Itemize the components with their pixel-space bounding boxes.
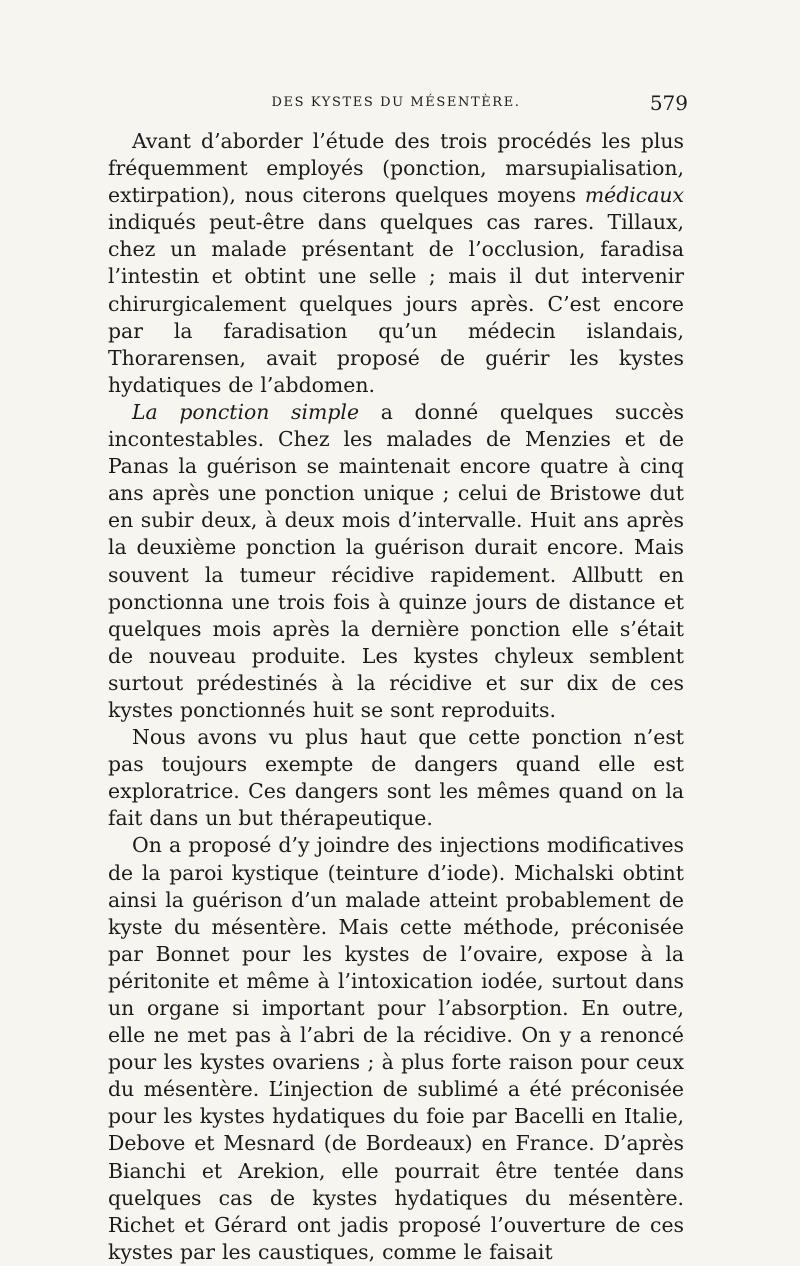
paragraph: [108, 832, 684, 1266]
text-segment: Nous avons vu plus haut que cette ponction n’est pas toujours exempte de dangers quand elle est exploratrice. Ces dangers sont les mêmes quand on la fait dans un but thérapeutique.: [108, 725, 684, 831]
italic-term: La ponction simple: [132, 399, 360, 424]
text-segment: a donné quelques succès incontestables. Chez les malades de Menzies et de Panas la guérison se maintenait encore quatre à cinq ans après une ponction unique ; celui de Bristowe dut en subir deux, à deux mois d’intervalle. Huit ans après la deuxième ponction la guérison durait encore. Mais souvent la tumeur récidive rapidement. Allbutt en ponctionna une trois fois à quinze jours de distance et quelques mois après la dernière ponction elle s’était de nouveau produite. Les kystes chyleux semblent surtout prédestinés à la récidive et sur dix de ces kystes ponctionnés huit se sont reproduits.: [108, 399, 684, 722]
text-segment: Avant d’aborder l’étude des trois procédés les plus fréquemment employés (ponction, marsupialisation, extirpation), nous citerons quelques moyens: [108, 129, 684, 208]
italic-term: médicaux: [584, 183, 684, 208]
paragraph: [108, 399, 684, 724]
paragraph: [108, 128, 684, 399]
body-text: [108, 128, 684, 1266]
text-segment: indiqués peut-être dans quelques cas rares. Tillaux, chez un malade présentant de l’occlusion, faradisa l’intestin et obtint une selle ; mais il dut intervenir chirurgicalement quelques jours après. C’est encore par la faradisation qu’un médecin islandais, Thorarensen, avait proposé de guérir les kystes hydatiques de l’abdomen.: [108, 210, 684, 397]
page-header: [108, 91, 688, 117]
page-number: 579: [649, 91, 688, 115]
paragraph: [108, 724, 684, 832]
text-segment: On a proposé d’y joindre des injections modificatives de la paroi kystique (teinture d’iode). Michalski obtint ainsi la guérison d’un malade atteint probablement de kyste du mésentère. Mais cette méthode, préconisée par Bonnet pour les kystes de l’ovaire, expose à la péritonite et même à l’intoxication iodée, surtout dans un organe si important pour l’absorption. En outre, elle ne met pas à l’abri de la récidive. On y a renoncé pour les kystes ovariens ; à plus forte raison pour ceux du mésentère. L’injection de sublimé a été préconisée pour les kystes hydatiques du foie par Bacelli en Italie, Debove et Mesnard (de Bordeaux) en France. D’après Bianchi et Arekion, elle pourrait être tentée dans quelques cas de kystes hydatiques du mésentère. Richet et Gérard ont jadis proposé l’ouverture de ces kystes par les caustiques, comme le faisait: [108, 833, 684, 1264]
running-title: DES KYSTES DU MÉSENTÈRE.: [271, 95, 521, 110]
